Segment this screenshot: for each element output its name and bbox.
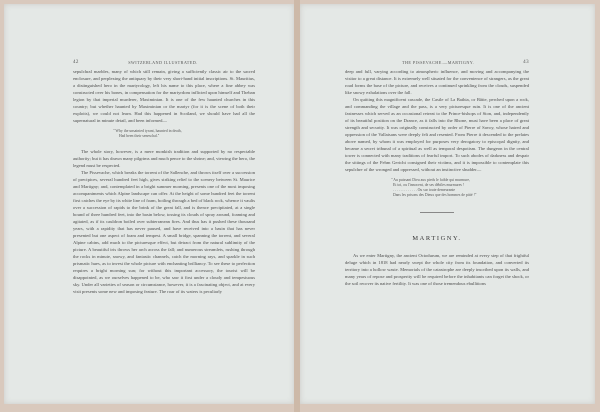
verse-line: " Why the unsainted tyrant, haunted in death, xyxy=(113,129,182,133)
right-page xyxy=(300,4,595,404)
verse-line: Et toi, ou l'innocent, de ses débiles murmures ! xyxy=(393,183,465,187)
verse-line: " Au puissant Dieu aux pieds le faible qui murmure, xyxy=(391,178,470,182)
right-body-text xyxy=(345,68,529,287)
verse-line: Had been their seneschal." xyxy=(119,134,160,138)
verse-line: Dans les prisons des Dieux que des hommes de pitié !" xyxy=(393,193,477,197)
left-page xyxy=(4,4,294,404)
left-paragraph-1: sepulchral marbles, many of which still remain, giving a sufficiently classic air to the sacred enclosure, and perplexing the antiquary by their very short-hand initial inscriptions. St. Mauritius, a distinguished hero in the martyrology, left his name to this place, where a fine abbey was constructed over his bones, in compensation for the martyrdom inflicted upon himself and Theban legion by that imperial murderer, Maximinian. It is one of the few haunted churches in this country; but whether haunted by Maximinian or the martyr (for it is the scene of both their exploits), we could not learn. Had this happened in Scotland, we should have had all the supernatural in minute detail, and been informed— xyxy=(73,69,255,123)
section-divider-rule xyxy=(420,212,454,213)
right-paragraph-1: deep and full, varying according to atmospheric influence, and moving and accompanying the visitor to a great distance. It is extremely well situated for the convenience of strangers, as the great road forms the base of the picture, and receives a continued sprinkling from the clouds, suspended like snowy exhalations over the fall. xyxy=(345,69,529,95)
right-running-head-title: THE PISSEVACHE.—MARTIGNY. xyxy=(402,60,475,65)
right-paragraph-3: As we enter Martigny, the ancient Octodurum, we are reminded at every step of that frightful deluge which in 1818 had nearly swept the whole city from its foundation, and converted its territory into a hollow waste. Memorials of the catastrophe are deeply inscribed upon its walls, and many years of repose and prosperity will be required before the inhabitants can forget the shock, or the soil recover its native fertility. It was one of those tremendous ebullitions xyxy=(345,253,529,286)
left-body-text xyxy=(73,68,255,295)
right-running-header xyxy=(345,60,529,65)
section-heading: MARTIGNY. xyxy=(412,235,462,242)
left-page-number: 42 xyxy=(73,60,79,65)
left-running-head-title: SWITZERLAND ILLUSTRATED. xyxy=(128,60,198,65)
left-running-header xyxy=(73,60,255,65)
left-verse-quote xyxy=(113,129,255,139)
right-page-number: 43 xyxy=(523,60,529,65)
verse-line: . . . . . . . . . . . . . Ou sur toute demeurante xyxy=(393,188,456,192)
right-verse-quote xyxy=(391,178,529,198)
right-paragraph-2: On quitting this magnificent cascade, the Castle of La Bathia, or Bâtie, perched upon a rock, and commanding the village and the pass, is a very picturesque ruin. It is one of the ancient fastnesses which served as an occasional retreat to the Prince-bishops of Sion, and, independently of its beautiful position on the Drance, as it falls into the Rhone, must have been a place of great strength and security. It was originally constructed by order of Pierre of Savoy, whose hatred and oppression of the Vallaisans were deeply felt and resented. From Pierre it descended to the prelates above named, by whom it was employed for purposes very derogatory to episcopal dignity, and became a secret tribunal of a spiritual as well as temporal despotism. The dungeon in the central tower is connected with many traditions of fearful import. To such abodes of darkness and despair the sittings of the Fehm Gericht consigned their victims, and it is impossible to contemplate this sepulchre of the wronged and oppressed, without an instinctive shudder— xyxy=(345,97,529,172)
left-paragraph-3: The Pissevache, which breaks the torrent of the Sallenche, and throws itself over a succession of precipices, several hundred feet high, gives striking relief to the scenery between St. Maurice and Martigny; and, contemplated in a bright summer morning, presents one of the most imposing accompaniments which Alpine landscape can offer. At the height of some hundred feet the torrent first catches the eye by its white line of foam, boiling through a bed of black rock, whence it vaults over a succession of rapids to the brink of the great fall, and is thence precipitated, at a single bound of three hundred feet, into the basin below, tossing its clouds of spray around, foaming and agitated, as if its cauldron boiled over subterranean fires. And thus has it pushed these thousand years, with a rapidity that has never paused, and have received into a basin that has never presented but one aspect of foam and tempest. A small bridge, spanning the torrent, and several Alpine cabins, add much to the picturesque effect, but detract from the natural sublimity of the picture. A beautiful iris throws her arch across the fall; and numerous streamlets, rushing through the rocks in minute, snowy, and fantastic channels, catch the morning rays, and sparkle in such prismatic hues, as to invest the whole picture with enchanting brilliancy. To see these to perfection requires a bright morning sun; for without this important accessory, the tourist will be disappointed, as we ourselves happened to be, who saw it first under a cloudy and tempestuous sky. Under all varieties of season or circumstance, however, it is a fascinating object, and at every visit presents some new and imposing feature. The roar of its waters is peculiarly xyxy=(73,170,255,294)
left-paragraph-2: The whole story, however, is a mere monkish tradition and supported by no respectable authority; but it has drawn many pilgrims and much pence to the shrine; and, viewing the hero, the legend must be respected. xyxy=(73,149,255,168)
